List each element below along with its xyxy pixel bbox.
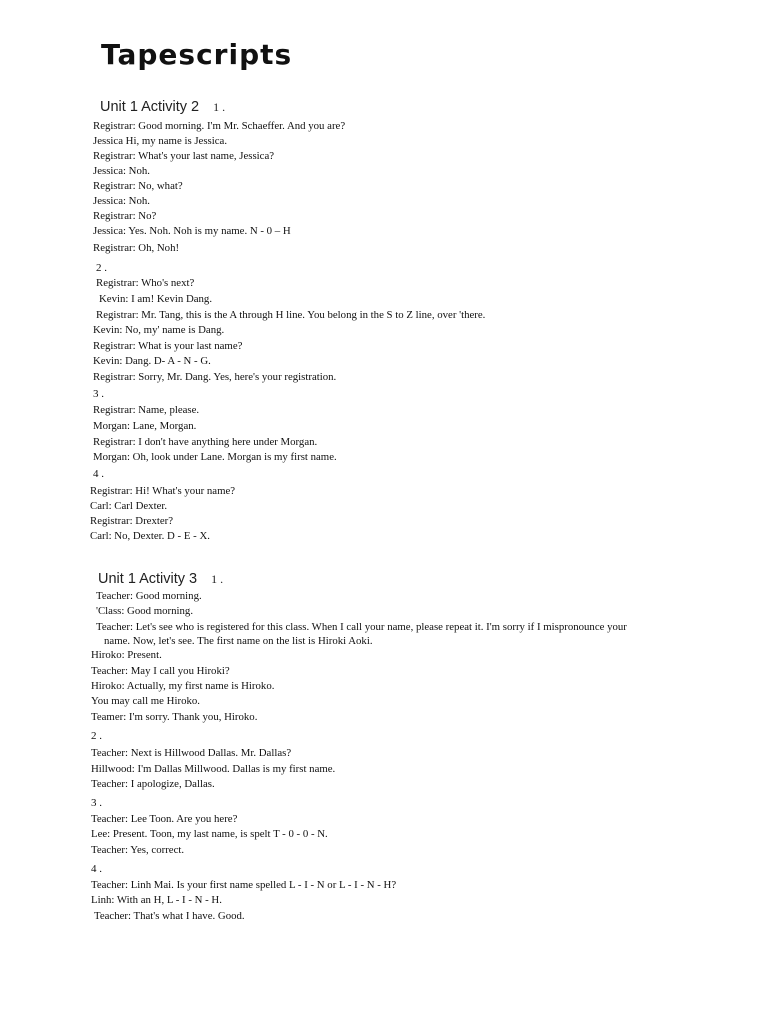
dialogue-line: Hiroko: Present. — [91, 649, 162, 661]
part-number: 2 . — [96, 262, 107, 274]
dialogue-line: Hillwood: I'm Dallas Millwood. Dallas is my first name. — [91, 763, 336, 775]
dialogue-line: name. Now, let's see. The first name on the list is Hiroki Aoki. — [104, 635, 373, 647]
dialogue-line: Registrar: Who's next? — [96, 277, 195, 289]
part-number: 4 . — [93, 468, 104, 480]
section-heading — [100, 99, 225, 115]
dialogue-line: Kevin: I am! Kevin Dang. — [99, 293, 213, 305]
dialogue-line: You may call me Hiroko. — [91, 695, 200, 707]
section-heading — [98, 571, 223, 587]
dialogue-line: Teacher: Let's see who is registered for this class. When I call your name, please repeat it. I'm sorry if I mispronounce your — [96, 621, 627, 633]
dialogue-line: Carl: Carl Dexter. — [90, 500, 168, 512]
dialogue-line: Teacher: Next is Hillwood Dallas. Mr. Dallas? — [91, 747, 292, 759]
dialogue-line: Teacher: Lee Toon. Are you here? — [91, 813, 238, 825]
dialogue-line: Teacher: I apologize, Dallas. — [91, 778, 215, 790]
dialogue-line: Registrar: I don't have anything here under Morgan. — [93, 436, 318, 448]
dialogue-line: Registrar: Name, please. — [93, 404, 200, 416]
part-number: 2 . — [91, 730, 102, 742]
dialogue-line: Registrar: No, what? — [93, 180, 183, 192]
section-heading-label: Unit 1 Activity 3 — [98, 571, 198, 587]
section-part-number: 1 . — [213, 100, 226, 114]
dialogue-line: Lee: Present. Toon, my last name, is spelt T - 0 - 0 - N. — [91, 828, 328, 840]
section-part-number: 1 . — [211, 572, 224, 586]
dialogue-line: Carl: No, Dexter. D - E - X. — [90, 530, 210, 542]
page-title: Tapescripts — [101, 38, 293, 71]
dialogue-line: Teacher: Good morning. — [96, 590, 202, 602]
dialogue-line: Jessica Hi, my name is Jessica. — [93, 135, 228, 147]
section-heading-label: Unit 1 Activity 2 — [100, 99, 200, 115]
dialogue-line: Registrar: What's your last name, Jessica? — [93, 150, 275, 162]
dialogue-line: Jessica: Yes. Noh. Noh is my name. N - 0 – H — [93, 225, 291, 237]
part-number: 3 . — [91, 797, 102, 809]
part-number: 3 . — [93, 388, 104, 400]
dialogue-line: Registrar: No? — [93, 210, 157, 222]
dialogue-line: Registrar: Mr. Tang, this is the A through H line. You belong in the S to Z line, over 'there. — [96, 309, 486, 321]
dialogue-line: Teacher: Yes, correct. — [91, 844, 185, 856]
part-number: 4 . — [91, 863, 102, 875]
dialogue-line: Hiroko: Actually, my first name is Hiroko. — [91, 680, 275, 692]
dialogue-line: Registrar: Drexter? — [90, 515, 174, 527]
dialogue-line: Registrar: Good morning. I'm Mr. Schaeffer. And you are? — [93, 120, 346, 132]
dialogue-line: Registrar: Oh, Noh! — [93, 242, 180, 254]
dialogue-line: Teacher: Linh Mai. Is your first name spelled L - I - N or L - I - N - H? — [91, 879, 397, 891]
dialogue-line: Teacher: May I call you Hiroki? — [91, 665, 230, 677]
dialogue-line: Morgan: Oh, look under Lane. Morgan is my first name. — [93, 451, 337, 463]
dialogue-line: Jessica: Noh. — [93, 195, 150, 207]
dialogue-line: Jessica: Noh. — [93, 165, 150, 177]
dialogue-line: Teamer: I'm sorry. Thank you, Hiroko. — [91, 711, 258, 723]
dialogue-line: Kevin: No, my' name is Dang. — [93, 324, 225, 336]
dialogue-line: Registrar: What is your last name? — [93, 340, 243, 352]
dialogue-line: Linh: With an H, L - I - N - H. — [91, 894, 222, 906]
dialogue-line: Morgan: Lane, Morgan. — [93, 420, 197, 432]
dialogue-line: Registrar: Sorry, Mr. Dang. Yes, here's your registration. — [93, 371, 337, 383]
dialogue-line: Registrar: Hi! What's your name? — [90, 485, 236, 497]
dialogue-line: Teacher: That's what I have. Good. — [94, 910, 245, 922]
dialogue-line: Kevin: Dang. D- A - N - G. — [93, 355, 211, 367]
dialogue-line: 'Class: Good morning. — [96, 605, 194, 617]
